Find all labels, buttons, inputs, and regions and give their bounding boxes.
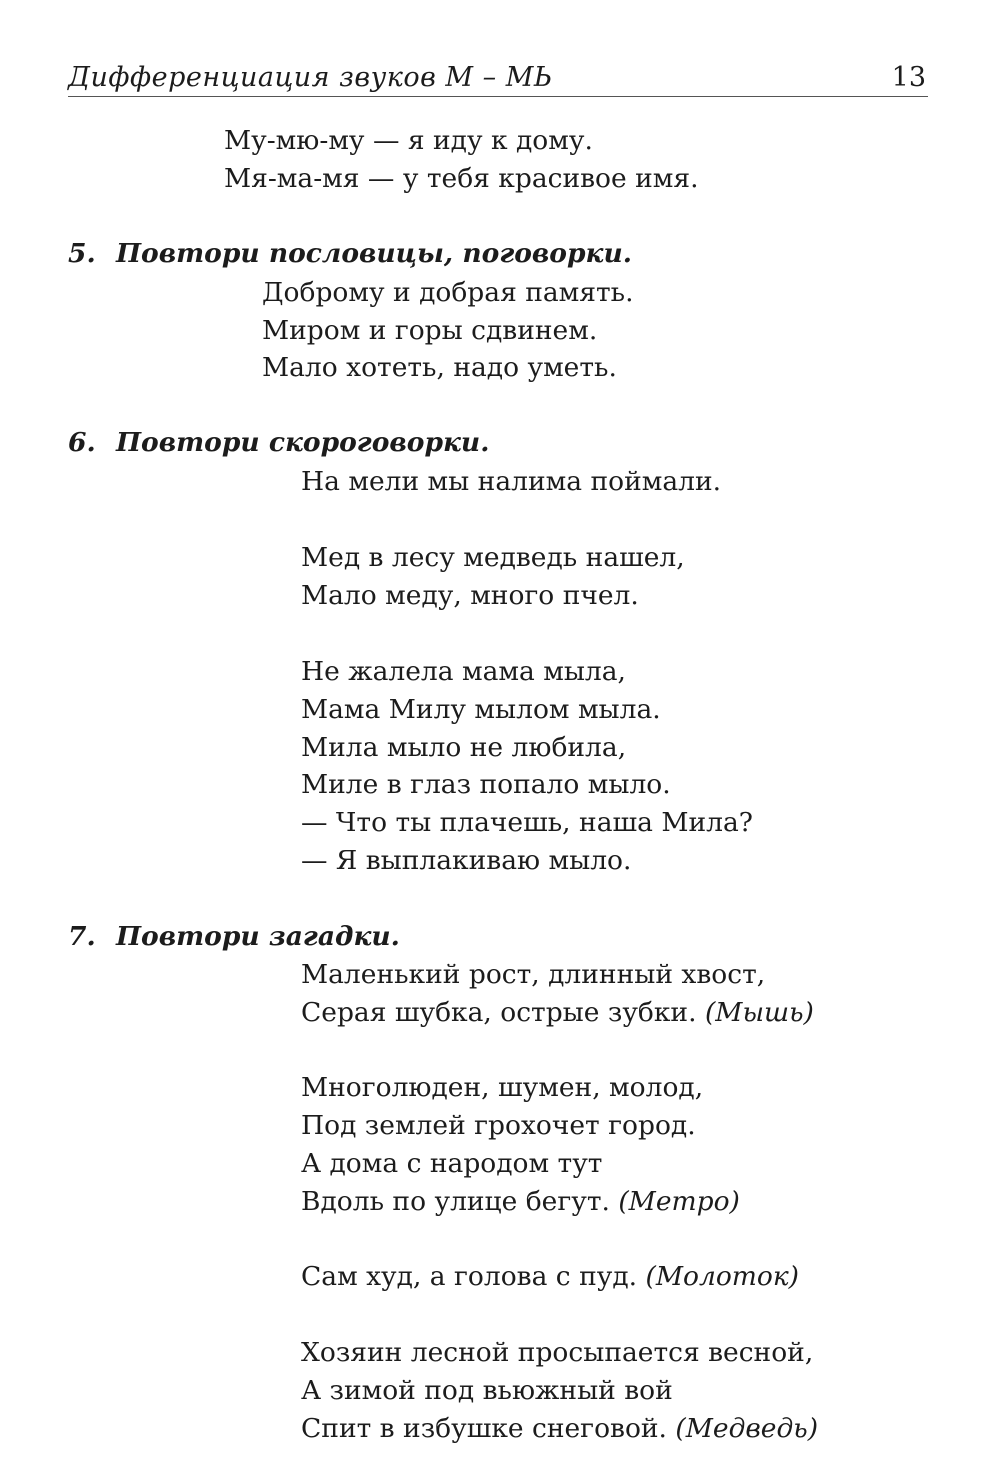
section-title: Повтори пословицы, поговорки.	[116, 238, 632, 269]
section-number: 7.	[68, 921, 96, 952]
riddle-text: Под землей грохочет город.	[301, 1110, 696, 1141]
riddle-line	[301, 1375, 673, 1406]
section-heading	[68, 921, 400, 952]
tongue-twister-line: Миле в глаз попало мыло.	[301, 769, 671, 800]
riddle-answer: (Метро)	[618, 1186, 740, 1217]
riddle-text: Вдоль по улице бегут.	[301, 1186, 610, 1217]
riddle-line	[301, 997, 814, 1028]
tongue-twister-line: — Я выплакиваю мыло.	[301, 845, 632, 876]
intro-line: Му-мю-му — я иду к дому.	[224, 125, 593, 156]
riddle-line	[301, 1337, 814, 1368]
riddle-text: Многолюден, шумен, молод,	[301, 1072, 704, 1103]
section-title: Повтори скороговорки.	[116, 427, 490, 458]
riddle-text: А зимой под вьюжный вой	[301, 1375, 673, 1406]
section-heading	[68, 427, 490, 458]
tongue-twister-line: На мели мы налима поймали.	[301, 466, 722, 497]
riddle-answer: (Молоток)	[645, 1261, 800, 1292]
riddle-answer: (Медведь)	[675, 1413, 819, 1444]
riddle-answer: (Мышь)	[704, 997, 814, 1028]
riddle-text: Серая шубка, острые зубки.	[301, 997, 697, 1028]
riddle-line	[301, 1413, 819, 1444]
riddle-line	[301, 1072, 704, 1103]
proverb-line: Доброму и добрая память.	[262, 277, 634, 308]
section-title: Повтори загадки.	[116, 921, 400, 952]
riddle-line	[301, 1148, 603, 1179]
riddle-text: Сам худ, а голова с пуд.	[301, 1261, 638, 1292]
proverb-line: Миром и горы сдвинем.	[262, 315, 598, 346]
section-heading	[68, 238, 632, 269]
header-title: Дифференциация звуков М – МЬ	[68, 62, 553, 93]
riddle-text: Спит в избушке снеговой.	[301, 1413, 667, 1444]
intro-line: Мя-ма-мя — у тебя красивое имя.	[224, 163, 699, 194]
riddle-text: А дома с народом тут	[301, 1148, 603, 1179]
riddle-line	[301, 959, 766, 990]
riddle-text: Хозяин лесной просыпается весной,	[301, 1337, 814, 1368]
riddle-line	[301, 1261, 800, 1292]
section-number: 6.	[68, 427, 96, 458]
tongue-twister-line: Не жалела мама мыла,	[301, 656, 626, 687]
tongue-twister-line: Мало меду, много пчел.	[301, 580, 639, 611]
tongue-twister-line: Мила мыло не любила,	[301, 732, 627, 763]
running-header	[68, 58, 928, 97]
page-number: 13	[891, 62, 926, 93]
riddle-text: Маленький рост, длинный хвост,	[301, 959, 766, 990]
tongue-twister-line: Мед в лесу медведь нашел,	[301, 542, 685, 573]
tongue-twister-line: — Что ты плачешь, наша Мила?	[301, 807, 753, 838]
section-number: 5.	[68, 238, 96, 269]
riddle-line	[301, 1110, 696, 1141]
tongue-twister-line: Мама Милу мылом мыла.	[301, 694, 661, 725]
riddle-line	[301, 1186, 740, 1217]
proverb-line: Мало хотеть, надо уметь.	[262, 352, 617, 383]
